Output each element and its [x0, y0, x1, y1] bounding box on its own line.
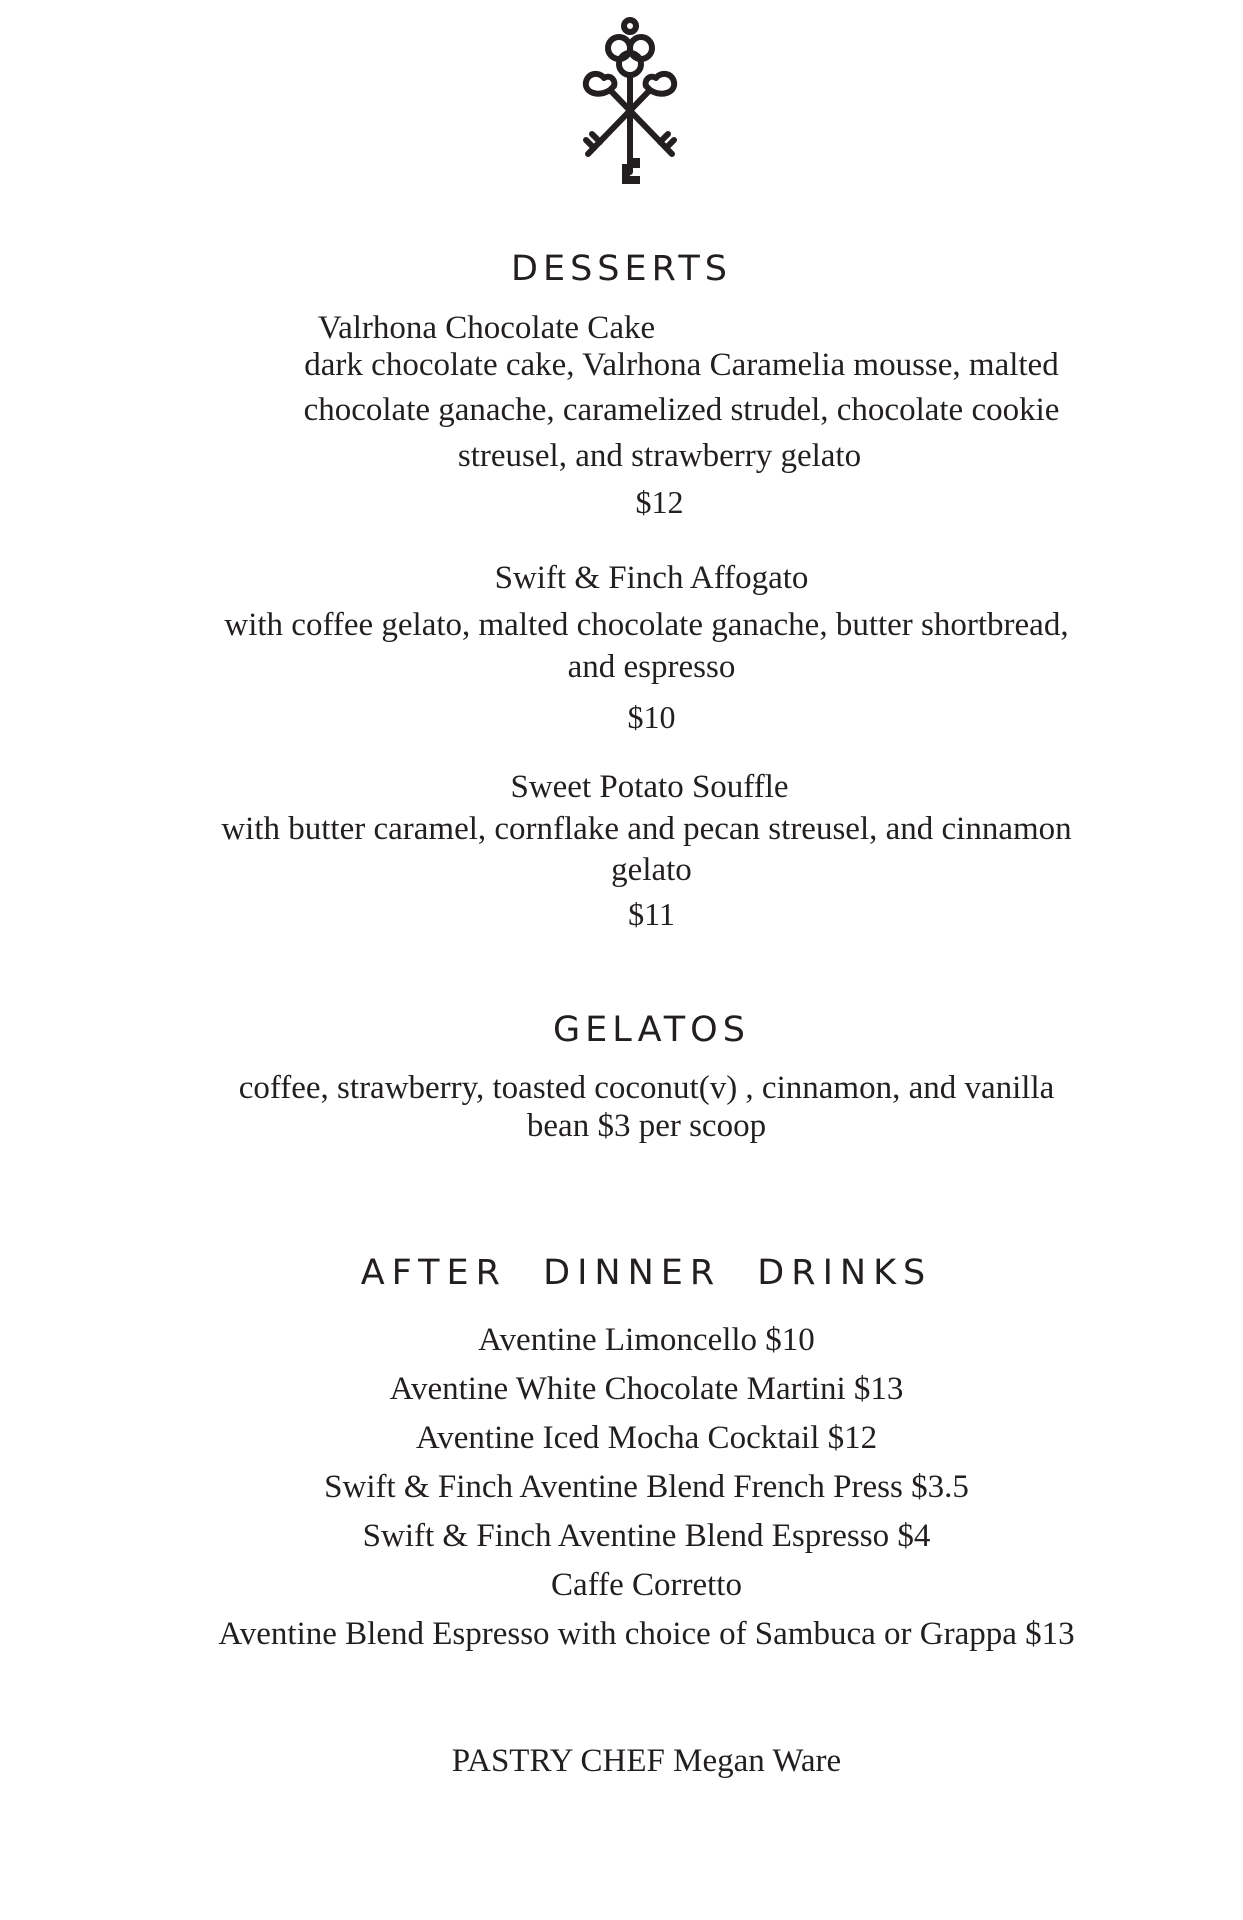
crossed-keys-icon — [570, 14, 690, 190]
drink-item: Swift & Finch Aventine Blend French Press $3.5 — [324, 1469, 969, 1505]
drink-item: Aventine Blend Espresso with choice of Sambuca or Grappa $13 — [218, 1616, 1075, 1652]
drink-item: Aventine Iced Mocha Cocktail $12 — [415, 1420, 878, 1456]
dessert-price: $11 — [628, 896, 675, 932]
dessert-name: Valrhona Chocolate Cake — [317, 310, 656, 346]
drink-item: Swift & Finch Aventine Blend Espresso $4 — [362, 1518, 931, 1554]
drink-item: Aventine White Chocolate Martini $13 — [389, 1371, 904, 1407]
dessert-desc: gelato — [611, 852, 692, 888]
dessert-name: Swift & Finch Affogato — [494, 560, 809, 596]
section-title-after-dinner-drinks: AFTER DINNER DRINKS — [360, 1253, 933, 1293]
dessert-desc: and espresso — [567, 649, 736, 685]
dessert-desc: with butter caramel, cornflake and pecan streusel, and cinnamon — [221, 811, 1072, 847]
dessert-desc: chocolate ganache, caramelized strudel, chocolate cookie — [303, 392, 1060, 428]
dessert-name: Sweet Potato Souffle — [510, 769, 789, 805]
dessert-desc: dark chocolate cake, Valrhona Caramelia mousse, malted — [304, 347, 1059, 383]
gelato-flavors: bean $3 per scoop — [526, 1108, 767, 1144]
dessert-desc: with coffee gelato, malted chocolate ganache, butter shortbread, — [224, 607, 1069, 643]
gelato-flavors: coffee, strawberry, toasted coconut(v) , cinnamon, and vanilla — [238, 1070, 1055, 1106]
pastry-chef-credit: PASTRY CHEF Megan Ware — [451, 1743, 842, 1779]
drink-item: Aventine Limoncello $10 — [478, 1322, 815, 1358]
dessert-price: $12 — [635, 484, 684, 520]
section-title-gelatos: GELATOS — [553, 1010, 750, 1050]
drink-item: Caffe Corretto — [551, 1567, 742, 1603]
dessert-price: $10 — [627, 699, 676, 735]
section-title-desserts: DESSERTS — [511, 249, 732, 289]
dessert-desc: streusel, and strawberry gelato — [457, 438, 862, 474]
